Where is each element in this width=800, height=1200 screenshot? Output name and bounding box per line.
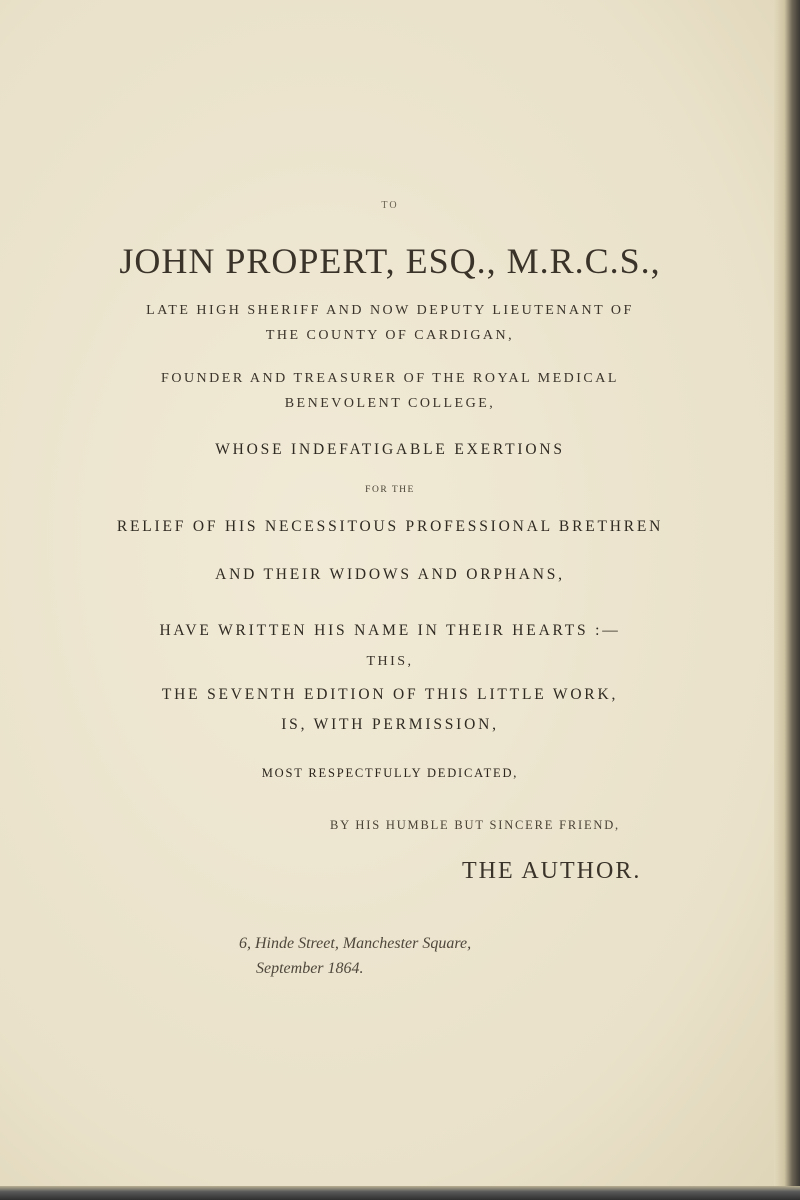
dedication-line: BENEVOLENT COLLEGE, bbox=[284, 396, 496, 411]
author-signature: THE AUTHOR. bbox=[462, 858, 642, 884]
dedication-line: MOST RESPECTFULLY DEDICATED, bbox=[261, 766, 519, 780]
page-bottom-edge bbox=[0, 1186, 800, 1200]
dedication-line: BY HIS HUMBLE BUT SINCERE FRIEND, bbox=[330, 818, 620, 832]
dedication-to: TO bbox=[381, 200, 399, 211]
page-edge-shadow bbox=[774, 0, 800, 1200]
dedication-line: LATE HIGH SHERIFF AND NOW DEPUTY LIEUTENANT OF bbox=[146, 303, 634, 318]
dedicatee-name: JOHN PROPERT, ESQ., M.R.C.S., bbox=[119, 241, 661, 281]
address-line: 6, Hinde Street, Manchester Square, bbox=[239, 935, 472, 952]
dedication-line: AND THEIR WIDOWS AND ORPHANS, bbox=[215, 566, 565, 583]
dedication-line: FOUNDER AND TREASURER OF THE ROYAL MEDICAL bbox=[161, 371, 619, 386]
dedication-line: FOR THE bbox=[365, 485, 415, 495]
date-line: September 1864. bbox=[256, 960, 364, 977]
dedication-line: THE COUNTY OF CARDIGAN, bbox=[265, 328, 515, 343]
dedication-line: THIS, bbox=[366, 654, 414, 669]
dedication-line: RELIEF OF HIS NECESSITOUS PROFESSIONAL BRETHREN bbox=[116, 518, 664, 535]
dedication-line: IS, WITH PERMISSION, bbox=[281, 716, 499, 733]
dedication-line: HAVE WRITTEN HIS NAME IN THEIR HEARTS :— bbox=[159, 622, 621, 639]
dedication-line: THE SEVENTH EDITION OF THIS LITTLE WORK, bbox=[161, 686, 619, 703]
dedication-line: WHOSE INDEFATIGABLE EXERTIONS bbox=[215, 441, 565, 458]
